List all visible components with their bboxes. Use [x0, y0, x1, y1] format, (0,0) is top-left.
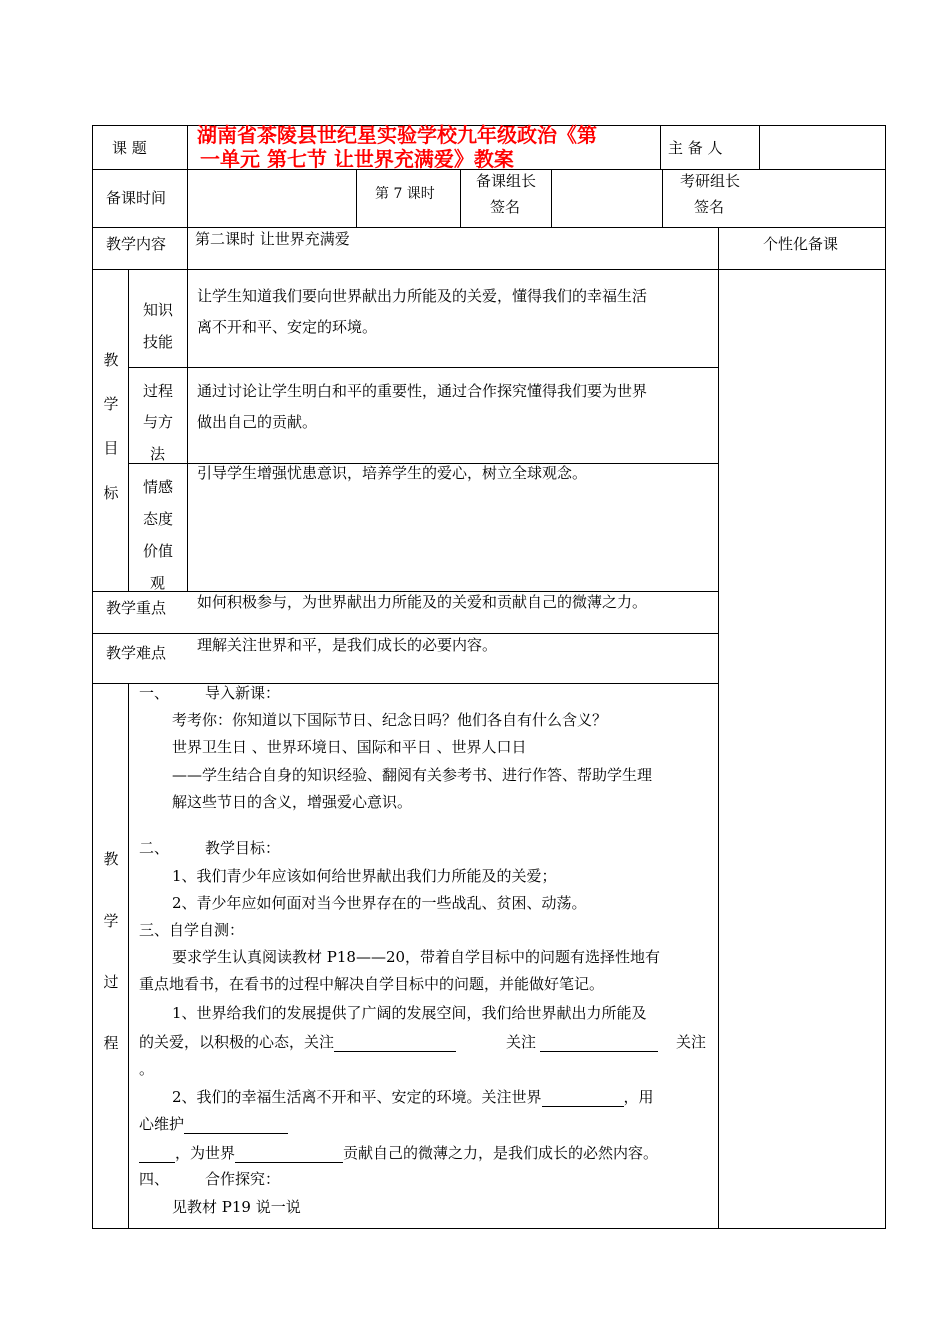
period-label: 第 7 课时 — [375, 186, 435, 202]
content-label: 教学内容 — [106, 235, 167, 253]
group-leader-label-1: 备课组长 — [476, 172, 537, 190]
document-title-line1: 湖南省茶陵县世纪星实验学校九年级政治《第 — [197, 123, 597, 147]
group-leader-label-2: 签名 — [490, 198, 521, 216]
fill-blank-1 — [334, 1035, 456, 1052]
research-leader-label-1: 考研组长 — [680, 172, 741, 190]
emotion-values-text: 引导学生增强忧患意识，培养学生的爱心，树立全球观念。 — [197, 464, 588, 482]
fill-blank-6 — [235, 1146, 343, 1163]
difficulty-text: 理解关注世界和平，是我们成长的必要内容。 — [197, 636, 498, 654]
content-value: 第二课时 让世界充满爱 — [195, 230, 350, 248]
subject-label: 课 题 — [112, 139, 147, 157]
personal-prep-label: 个性化备课 — [763, 235, 839, 253]
preparer-label: 主 备 人 — [668, 139, 723, 157]
fill-blank-4 — [184, 1117, 288, 1134]
fill-blank-5 — [139, 1146, 175, 1163]
difficulty-label: 教学难点 — [106, 644, 167, 662]
fill-blank-3 — [542, 1090, 624, 1107]
fill-blank-2 — [540, 1035, 658, 1052]
prep-time-label: 备课时间 — [106, 189, 167, 207]
research-leader-label-2: 签名 — [694, 198, 725, 216]
document-title-line2: 一单元 第七节 让世界充满爱》教案 — [200, 147, 514, 171]
key-point-label: 教学重点 — [106, 599, 167, 617]
key-point-text: 如何积极参与，为世界献出力所能及的关爱和贡献自己的微薄之力。 — [197, 593, 648, 611]
